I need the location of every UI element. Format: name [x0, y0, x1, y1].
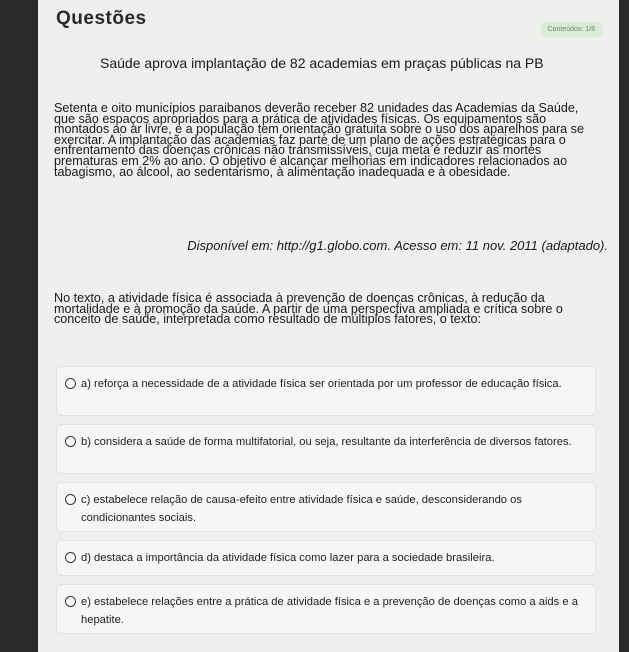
option-e[interactable]: [56, 584, 596, 634]
question-prompt: No texto, a atividade física é associada à prevenção de doenças crônicas, à redução da mortalidade e à promoção da saúde. A partir de uma perspectiva ampliada e crítica sobre o conceito de saúde, interpretada como resultado de múltiplos fatores, o texto:: [54, 291, 563, 327]
progress-badge: Conteúdos: 1/8: [540, 22, 603, 37]
option-label: e) estabelece relações entre a prática de atividade física e a prevenção de doenças como a aids e a hepatite.: [81, 596, 578, 626]
option-b[interactable]: [56, 424, 596, 474]
article-headline: Saúde aprova implantação de 82 academias em praças públicas na PB: [100, 55, 544, 71]
radio-icon[interactable]: [65, 378, 76, 389]
radio-icon[interactable]: [65, 494, 76, 505]
answer-options: [56, 366, 596, 642]
option-label: d) destaca a importância da atividade física como lazer para a sociedade brasileira.: [81, 552, 495, 564]
radio-icon[interactable]: [65, 596, 76, 607]
option-a[interactable]: [56, 366, 596, 416]
option-label: c) estabelece relação de causa-efeito entre atividade física e saúde, desconsiderando os condicionantes sociais.: [81, 494, 522, 524]
option-label: b) considera a saúde de forma multifatorial, ou seja, resultante da interferência de diversos fatores.: [81, 436, 572, 448]
question-screen: [38, 0, 619, 652]
radio-icon[interactable]: [65, 552, 76, 563]
page-title: Questões: [56, 8, 147, 29]
article-body: Setenta e oito municípios paraibanos deverão receber 82 unidades das Academias da Saúde, que são espaços apropriados para a prática de atividades físicas. Os equipamentos são montados ao ar livre, e a população tem orientação gratuita sobre o uso dos aparelhos para se exercitar. A implantação das academias faz parte de um plano de ações estratégicas para o enfrentamento das doenças crônicas não transmissíveis, cuja meta é reduzir as mortes prematuras em 2% ao ano. O objetivo é alcançar melhorias em indicadores relacionados ao tabagismo, ao álcool, ao sedentarismo, à alimentação inadequada e à obesidade.: [54, 101, 584, 179]
article-source: Disponível em: http://g1.globo.com. Acesso em: 11 nov. 2011 (adaptado).: [187, 238, 608, 253]
option-c[interactable]: [56, 482, 596, 532]
option-label: a) reforça a necessidade de a atividade física ser orientada por um professor de educação física.: [81, 378, 562, 390]
radio-icon[interactable]: [65, 436, 76, 447]
option-d[interactable]: [56, 540, 596, 576]
